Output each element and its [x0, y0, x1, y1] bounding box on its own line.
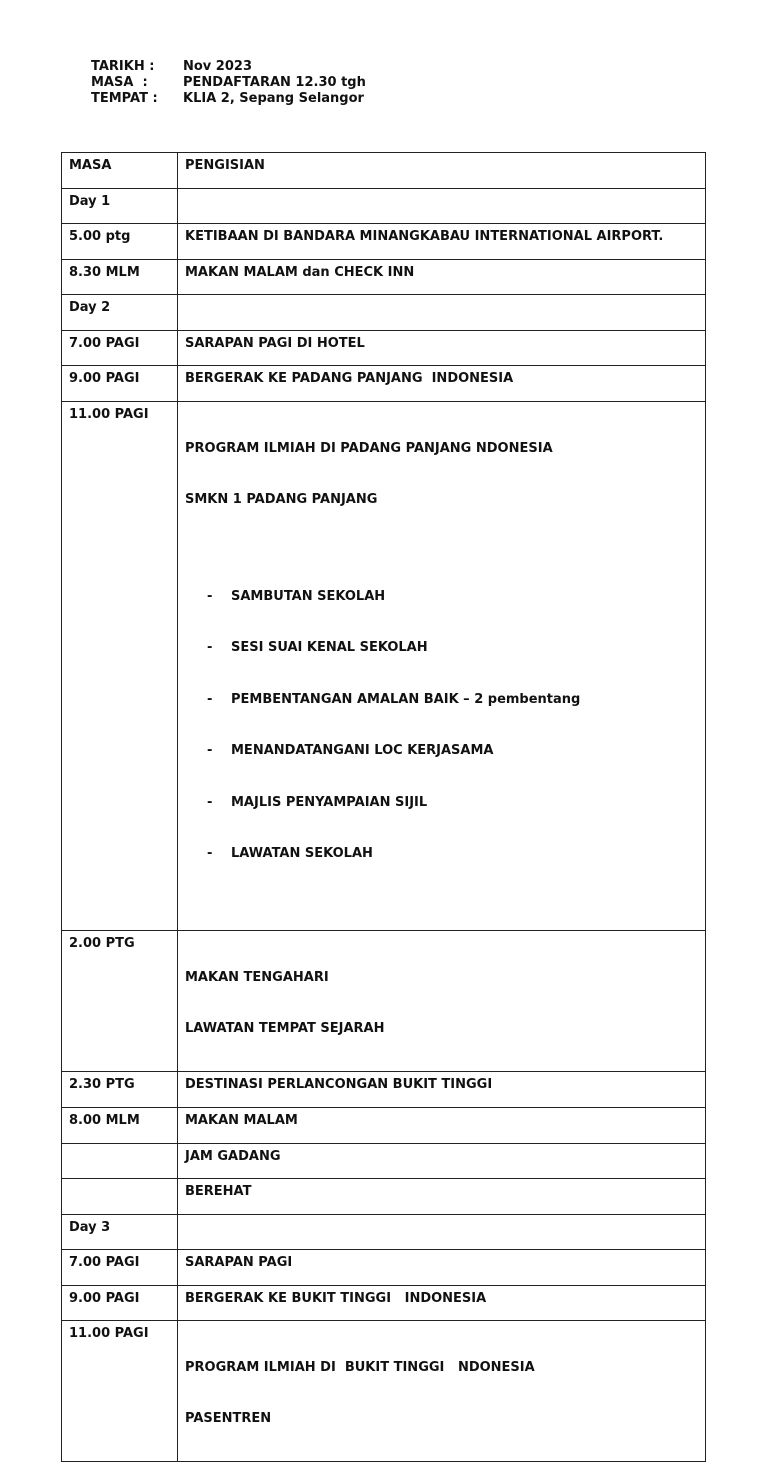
list-item — [207, 845, 698, 862]
pengisian-line-2: LAWATAN TEMPAT SEJARAH — [185, 1021, 385, 1037]
row-masa: 2.00 PTG — [62, 931, 178, 1072]
activity-list — [185, 554, 698, 896]
list-item — [207, 742, 698, 759]
row-pengisian: JAM GADANG — [178, 1144, 706, 1179]
pengisian-line-1: PROGRAM ILMIAH DI BUKIT TINGGI NDONESIA — [185, 1360, 535, 1376]
list-item — [207, 691, 698, 708]
table-row — [62, 1321, 706, 1462]
dash-bullet: - — [207, 794, 213, 810]
dash-bullet: - — [207, 640, 213, 656]
table-row — [62, 366, 706, 402]
table-row — [62, 1108, 706, 1144]
table-row — [62, 260, 706, 295]
row-masa: Day 1 — [62, 189, 178, 224]
table-row — [62, 1144, 706, 1179]
row-masa: 8.00 MLM — [62, 1108, 178, 1144]
tarikh-label: TARIKH : — [91, 59, 155, 74]
table-row — [62, 189, 706, 224]
tarikh-row — [91, 59, 366, 75]
header-masa: MASA — [62, 153, 178, 189]
dash-bullet: - — [207, 691, 213, 707]
row-masa: 5.00 ptg — [62, 224, 178, 260]
dash-bullet: - — [207, 743, 213, 759]
schedule-table — [61, 152, 706, 1462]
list-item-label: MAJLIS PENYAMPAIAN SIJIL — [231, 794, 428, 810]
row-pengisian — [178, 295, 706, 331]
table-row — [62, 1250, 706, 1286]
row-pengisian: MAKAN MALAM — [178, 1108, 706, 1144]
masa-value: PENDAFTARAN 12.30 tgh — [183, 75, 366, 90]
list-item-label: SAMBUTAN SEKOLAH — [231, 589, 386, 604]
tempat-label: TEMPAT : — [91, 91, 158, 106]
row-pengisian: SARAPAN PAGI — [178, 1250, 706, 1286]
row-masa: 2.30 PTG — [62, 1072, 178, 1108]
row-pengisian: MAKAN MALAM dan CHECK INN — [178, 260, 706, 295]
row-pengisian: DESTINASI PERLANCONGAN BUKIT TINGGI — [178, 1072, 706, 1108]
row-masa: 9.00 PAGI — [62, 366, 178, 402]
row-masa: Day 3 — [62, 1215, 178, 1250]
row-pengisian: BERGERAK KE BUKIT TINGGI INDONESIA — [178, 1286, 706, 1321]
tempat-row — [91, 91, 366, 107]
list-item-label: SESI SUAI KENAL SEKOLAH — [231, 640, 428, 656]
row-masa: 11.00 PAGI — [62, 1321, 178, 1462]
document-header — [91, 59, 366, 107]
masa-label: MASA : — [91, 75, 148, 90]
dash-bullet: - — [207, 845, 213, 861]
list-item-label: MENANDATANGANI LOC KERJASAMA — [231, 743, 494, 759]
row-masa: 9.00 PAGI — [62, 1286, 178, 1321]
table-row — [62, 1286, 706, 1321]
table-row — [62, 295, 706, 331]
row-pengisian: SARAPAN PAGI DI HOTEL — [178, 331, 706, 366]
row-masa: 8.30 MLM — [62, 260, 178, 295]
table-row — [62, 331, 706, 366]
tarikh-value: Nov 2023 — [183, 59, 252, 74]
table-row — [62, 1179, 706, 1215]
row-masa — [62, 1144, 178, 1179]
table-row — [62, 402, 706, 931]
row-masa: 7.00 PAGI — [62, 1250, 178, 1286]
row-pengisian — [178, 931, 706, 1072]
table-row — [62, 1215, 706, 1250]
pengisian-line-1: MAKAN TENGAHARI — [185, 970, 329, 986]
row-masa: 11.00 PAGI — [62, 402, 178, 931]
row-masa: Day 2 — [62, 295, 178, 331]
table-row — [62, 931, 706, 1072]
pengisian-line-1: PROGRAM ILMIAH DI PADANG PANJANG NDONESIA — [185, 441, 553, 456]
masa-row — [91, 75, 366, 91]
row-pengisian — [178, 189, 706, 224]
row-pengisian — [178, 1321, 706, 1462]
table-row — [62, 224, 706, 260]
row-pengisian: BERGERAK KE PADANG PANJANG INDONESIA — [178, 366, 706, 402]
header-pengisian: PENGISIAN — [178, 153, 706, 189]
row-pengisian: KETIBAAN DI BANDARA MINANGKABAU INTERNATIONAL AIRPORT. — [178, 224, 706, 260]
row-masa: 7.00 PAGI — [62, 331, 178, 366]
row-pengisian — [178, 402, 706, 931]
table-header-row — [62, 153, 706, 189]
list-item — [207, 639, 698, 656]
row-pengisian — [178, 1215, 706, 1250]
table-row — [62, 1072, 706, 1108]
row-masa — [62, 1179, 178, 1215]
dash-bullet: - — [207, 589, 213, 604]
list-item — [207, 794, 698, 811]
pengisian-line-2: SMKN 1 PADANG PANJANG — [185, 492, 378, 507]
list-item-label: PEMBENTANGAN AMALAN BAIK – 2 pembentang — [231, 691, 581, 707]
tempat-value: KLIA 2, Sepang Selangor — [183, 91, 364, 106]
pengisian-line-2: PASENTREN — [185, 1411, 272, 1427]
row-pengisian: BEREHAT — [178, 1179, 706, 1215]
list-item — [207, 588, 698, 605]
list-item-label: LAWATAN SEKOLAH — [231, 845, 373, 861]
